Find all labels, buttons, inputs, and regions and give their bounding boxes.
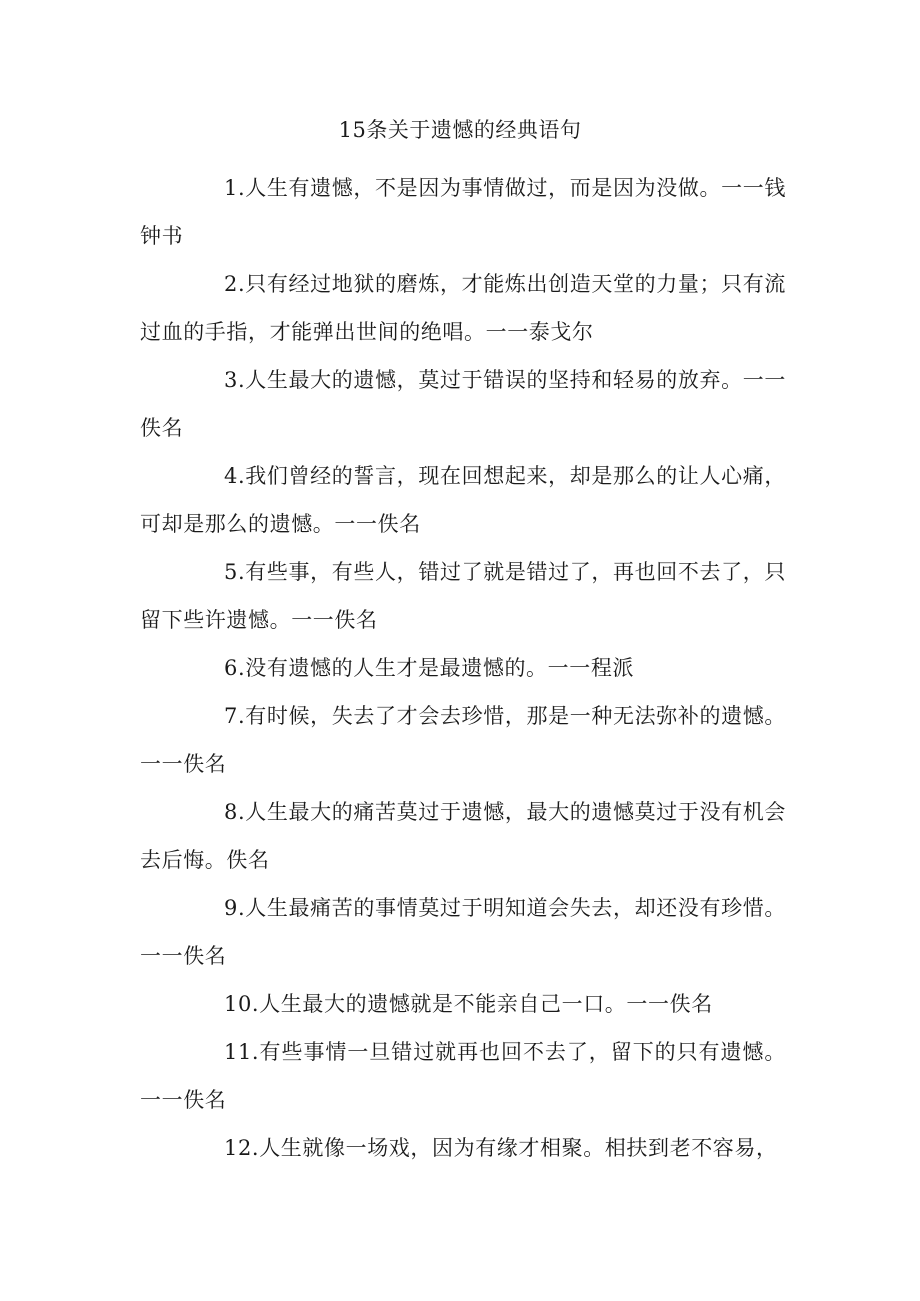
quote-item-5	[140, 548, 786, 644]
quote-item-1	[140, 164, 786, 260]
quote-number: 1	[224, 176, 238, 200]
quote-number: 4	[224, 464, 238, 488]
quote-item-3	[140, 356, 786, 452]
quote-item-7	[140, 692, 786, 788]
quote-number: 2	[224, 272, 238, 296]
quote-text: .人生最大的遗憾就是不能亲自己一口。一一佚名	[251, 992, 713, 1016]
quote-text: .只有经过地狱的磨炼，才能炼出创造天堂的力量；只有流过血的手指，才能弹出世间的绝唱。一一泰戈尔	[140, 272, 786, 344]
quote-number: 10	[224, 992, 252, 1016]
quote-item-11	[140, 1028, 786, 1124]
quote-number: 5	[224, 560, 238, 584]
quote-number: 6	[224, 656, 238, 680]
quote-text: .有时候，失去了才会去珍惜，那是一种无法弥补的遗憾。一一佚名	[140, 704, 786, 776]
quote-number: 7	[224, 704, 238, 728]
quote-text: .人生就像一场戏，因为有缘才相聚。相扶到老不容易，	[251, 1136, 778, 1160]
quote-number: 11	[224, 1040, 252, 1064]
quote-item-2	[140, 260, 786, 356]
quote-text: .人生最大的遗憾，莫过于错误的坚持和轻易的放弃。一一佚名	[140, 368, 786, 440]
quote-text: .人生最大的痛苦莫过于遗憾，最大的遗憾莫过于没有机会去后悔。佚名	[140, 800, 786, 872]
quote-text: .人生有遗憾，不是因为事情做过，而是因为没做。一一钱钟书	[140, 176, 786, 248]
quote-item-9	[140, 884, 786, 980]
quote-item-10	[140, 980, 786, 1028]
quote-text: .有些事，有些人，错过了就是错过了，再也回不去了，只留下些许遗憾。一一佚名	[140, 560, 786, 632]
quote-item-8	[140, 788, 786, 884]
quote-text: .我们曾经的誓言，现在回想起来，却是那么的让人心痛，可却是那么的遗憾。一一佚名	[140, 464, 786, 536]
quote-number: 3	[224, 368, 238, 392]
quote-text: .人生最痛苦的事情莫过于明知道会失去，却还没有珍惜。一一佚名	[140, 896, 786, 968]
quote-number: 12	[224, 1136, 252, 1160]
quote-item-4	[140, 452, 786, 548]
quote-number: 8	[224, 800, 238, 824]
quote-number: 9	[224, 896, 238, 920]
quote-item-12	[140, 1124, 786, 1172]
quote-text: .有些事情一旦错过就再也回不去了，留下的只有遗憾。一一佚名	[140, 1040, 786, 1112]
quote-text: .没有遗憾的人生才是最遗憾的。一一程派	[237, 656, 635, 680]
quote-item-6	[140, 644, 786, 692]
document-title: 15条关于遗憾的经典语句	[338, 118, 582, 142]
quote-list	[140, 164, 786, 1172]
